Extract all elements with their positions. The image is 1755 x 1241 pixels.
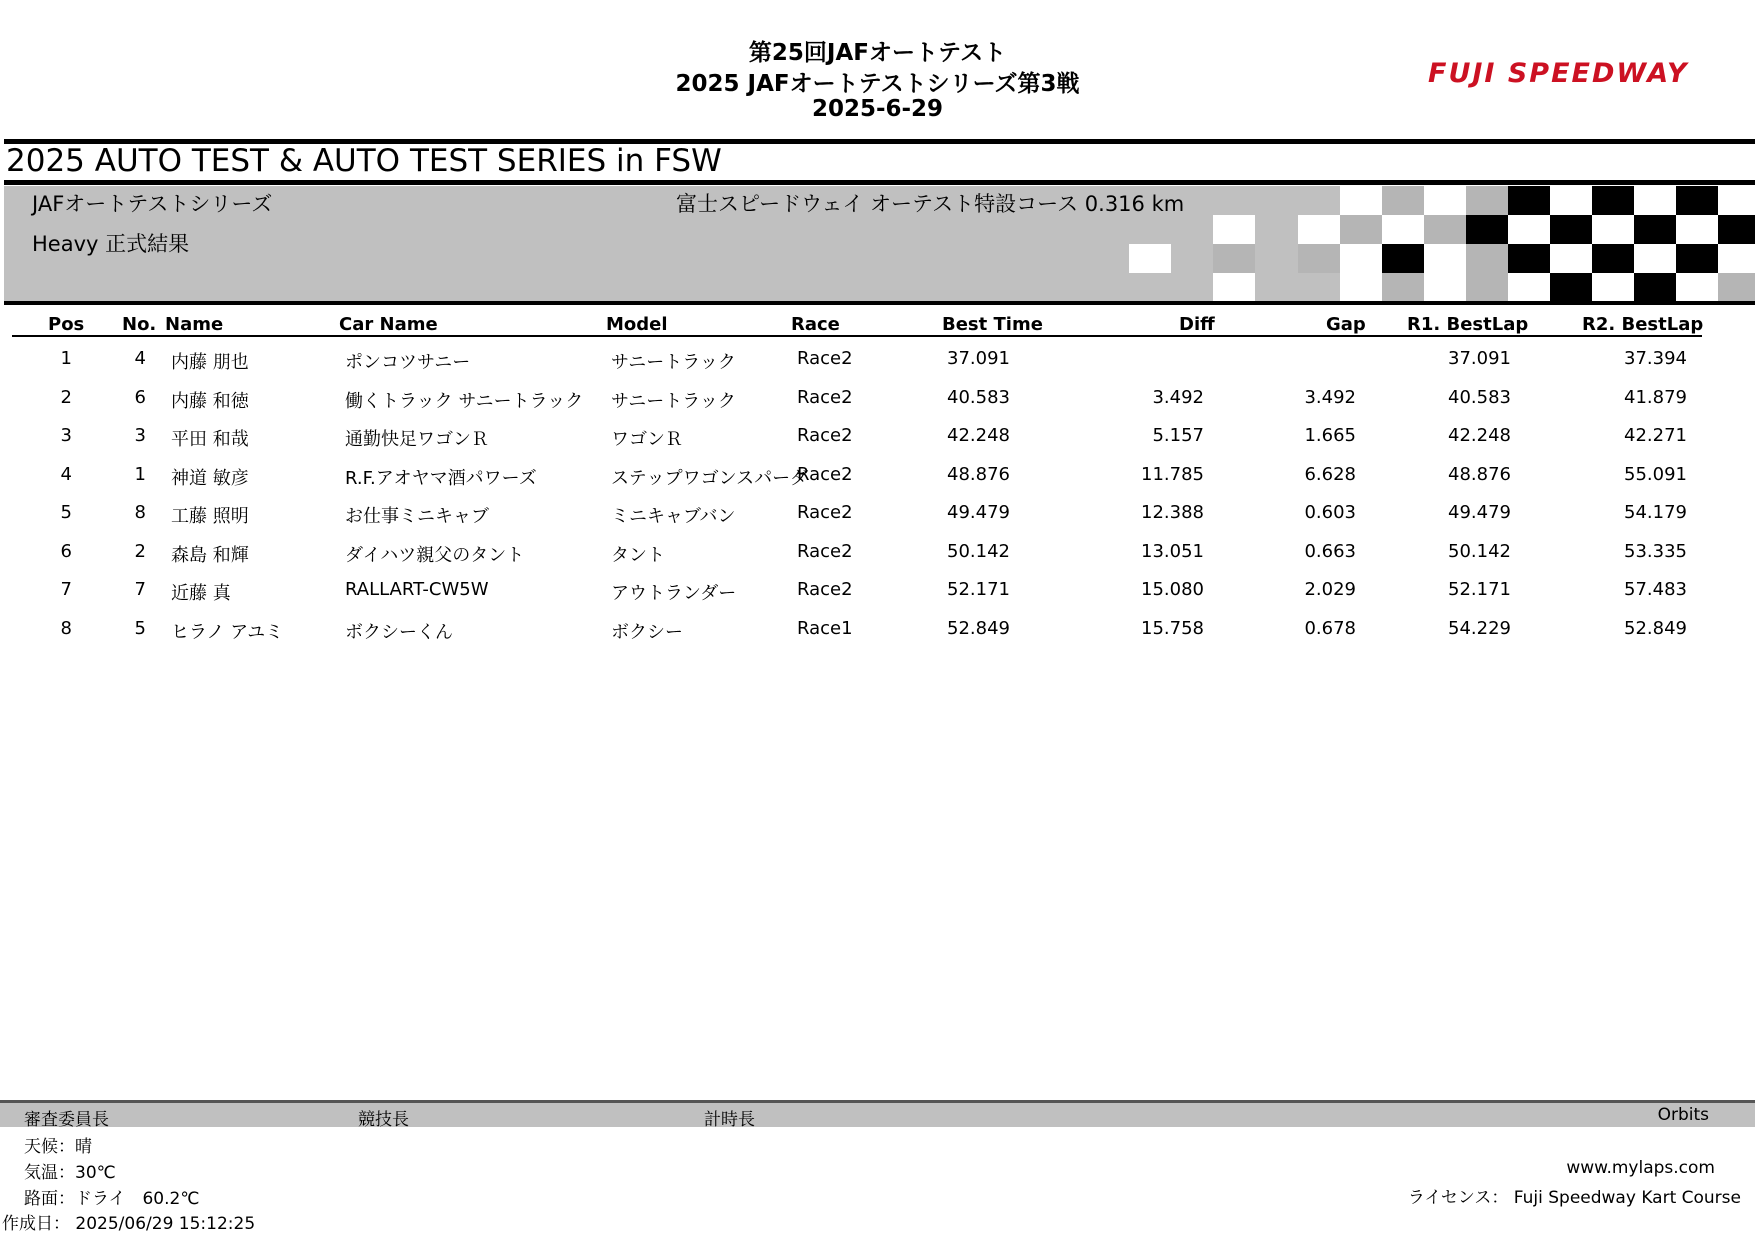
cell-model: ボクシー: [611, 622, 683, 643]
cell-best-time: 52.171: [947, 579, 1010, 600]
cell-gap: 3.492: [1304, 387, 1356, 408]
cell-race: Race1: [797, 618, 853, 639]
cell-no: 3: [134, 425, 146, 446]
cell-gap: 0.663: [1304, 541, 1356, 562]
header-pos: Pos: [48, 314, 85, 335]
checker-square: [1424, 186, 1466, 215]
cell-name: 近藤 真: [171, 583, 231, 604]
race-director-label: 競技長: [358, 1110, 409, 1130]
cell-diff: 11.785: [1141, 464, 1204, 485]
cell-race: Race2: [797, 502, 853, 523]
cell-no: 5: [134, 618, 146, 639]
title-rule-bottom: [4, 180, 1755, 185]
cell-r2-bestlap: 57.483: [1624, 579, 1687, 600]
table-row: [0, 541, 1755, 579]
cell-r1-bestlap: 49.479: [1448, 502, 1511, 523]
checker-square: [1508, 215, 1550, 244]
cell-diff: 13.051: [1141, 541, 1204, 562]
cell-no: 6: [134, 387, 146, 408]
checker-square: [1592, 186, 1634, 215]
cell-race: Race2: [797, 541, 853, 562]
cell-no: 4: [134, 348, 146, 369]
cell-r2-bestlap: 52.849: [1624, 618, 1687, 639]
cell-car-name: ボクシーくん: [345, 622, 453, 643]
checker-square: [1424, 215, 1466, 244]
course-label: 富士スピードウェイ オーテスト特設コース 0.316 km: [676, 192, 1185, 216]
checker-square: [1213, 215, 1255, 244]
checker-square: [1382, 244, 1424, 273]
steward-label: 審査委員長: [24, 1110, 109, 1130]
cell-car-name: ポンコツサニー: [345, 352, 471, 373]
cell-car-name: R.F.アオヤマ酒パワーズ: [345, 468, 537, 489]
cell-diff: 15.758: [1141, 618, 1204, 639]
checker-square: [1676, 186, 1718, 215]
cell-r2-bestlap: 53.335: [1624, 541, 1687, 562]
checker-square: [1508, 244, 1550, 273]
header-no: No.: [122, 314, 157, 335]
cell-pos: 3: [60, 425, 72, 446]
website-link: www.mylaps.com: [1566, 1158, 1715, 1178]
cell-car-name: RALLART-CW5W: [345, 579, 489, 600]
cell-r2-bestlap: 42.271: [1624, 425, 1687, 446]
header-name: Name: [165, 314, 224, 335]
cell-r1-bestlap: 48.876: [1448, 464, 1511, 485]
checker-square: [1676, 215, 1718, 244]
table-row: [0, 618, 1755, 656]
cell-name: 内藤 和徳: [171, 391, 249, 412]
fuji-speedway-logo: [1428, 58, 1728, 94]
cell-r1-bestlap: 42.248: [1448, 425, 1511, 446]
cell-pos: 8: [60, 618, 72, 639]
checker-square: [1592, 273, 1634, 302]
cell-r2-bestlap: 54.179: [1624, 502, 1687, 523]
checker-square: [1634, 273, 1676, 302]
cell-model: タント: [611, 545, 665, 566]
checker-square: [1508, 186, 1550, 215]
checker-square: [1424, 273, 1466, 302]
cell-r1-bestlap: 40.583: [1448, 387, 1511, 408]
cell-no: 1: [134, 464, 146, 485]
cell-pos: 2: [60, 387, 72, 408]
cell-r1-bestlap: 50.142: [1448, 541, 1511, 562]
cell-name: 工藤 照明: [171, 506, 249, 527]
header-race: Race: [791, 314, 840, 335]
cell-gap: 2.029: [1304, 579, 1356, 600]
banner-rule-bottom: [4, 301, 1755, 305]
checker-square: [1382, 215, 1424, 244]
checker-square: [1718, 215, 1755, 244]
page-title: 2025 AUTO TEST & AUTO TEST SERIES in FSW: [6, 143, 722, 179]
checker-square: [1298, 244, 1340, 273]
cell-pos: 1: [60, 348, 72, 369]
cell-best-time: 49.479: [947, 502, 1010, 523]
checker-square: [1592, 244, 1634, 273]
checker-square: [1550, 186, 1592, 215]
cell-name: 森島 和輝: [171, 545, 249, 566]
cell-race: Race2: [797, 579, 853, 600]
checker-square: [1466, 273, 1508, 302]
cell-no: 2: [134, 541, 146, 562]
temperature-info: 気温：30℃: [24, 1163, 116, 1183]
header-car-name: Car Name: [339, 314, 438, 335]
table-row: [0, 387, 1755, 425]
cell-race: Race2: [797, 464, 853, 485]
table-row: [0, 425, 1755, 463]
checker-square: [1340, 273, 1382, 302]
checker-square: [1382, 186, 1424, 215]
checker-square: [1382, 273, 1424, 302]
cell-best-time: 48.876: [947, 464, 1010, 485]
checker-square: [1340, 215, 1382, 244]
logo-text: FUJI SPEEDWAY: [1428, 58, 1689, 89]
checker-square: [1676, 244, 1718, 273]
cell-gap: 1.665: [1304, 425, 1356, 446]
cell-name: ヒラノ アユミ: [171, 622, 284, 643]
orbits-label: Orbits: [1657, 1105, 1709, 1125]
cell-model: サニートラック: [611, 391, 736, 412]
checker-square: [1424, 244, 1466, 273]
cell-diff: 15.080: [1141, 579, 1204, 600]
checker-square: [1340, 244, 1382, 273]
license-info: ライセンス： Fuji Speedway Kart Course: [1407, 1188, 1741, 1208]
checker-square: [1213, 273, 1255, 302]
cell-no: 7: [134, 579, 146, 600]
footer-signature-band: [0, 1103, 1755, 1127]
cell-race: Race2: [797, 387, 853, 408]
header-gap: Gap: [1326, 314, 1366, 335]
cell-r1-bestlap: 37.091: [1448, 348, 1511, 369]
checker-square: [1634, 215, 1676, 244]
event-date: 2025-6-29: [811, 96, 944, 122]
cell-gap: 6.628: [1304, 464, 1356, 485]
table-row: [0, 348, 1755, 386]
table-row: [0, 502, 1755, 540]
cell-diff: 12.388: [1141, 502, 1204, 523]
cell-best-time: 40.583: [947, 387, 1010, 408]
series-title: 2025 JAFオートテストシリーズ第3戦: [675, 71, 1080, 97]
cell-car-name: 通勤快足ワゴンＲ: [345, 429, 489, 450]
cell-r2-bestlap: 37.394: [1624, 348, 1687, 369]
cell-pos: 4: [60, 464, 72, 485]
class-result-label: Heavy 正式結果: [32, 232, 190, 256]
table-row: [0, 464, 1755, 502]
cell-best-time: 37.091: [947, 348, 1010, 369]
checker-square: [1466, 215, 1508, 244]
checker-square: [1634, 244, 1676, 273]
checker-square: [1634, 186, 1676, 215]
cell-r2-bestlap: 55.091: [1624, 464, 1687, 485]
checker-square: [1592, 215, 1634, 244]
cell-best-time: 52.849: [947, 618, 1010, 639]
cell-pos: 6: [60, 541, 72, 562]
created-timestamp: 作成日： 2025/06/29 15:12:25: [2, 1214, 256, 1234]
cell-model: ワゴンＲ: [611, 429, 683, 450]
cell-car-name: ダイハツ親父のタント: [345, 545, 525, 566]
cell-pos: 5: [60, 502, 72, 523]
cell-best-time: 42.248: [947, 425, 1010, 446]
cell-race: Race2: [797, 348, 853, 369]
checker-square: [1676, 273, 1718, 302]
header-diff: Diff: [1179, 314, 1215, 335]
series-label: JAFオートテストシリーズ: [32, 192, 273, 216]
cell-diff: 5.157: [1152, 425, 1204, 446]
checker-square: [1550, 244, 1592, 273]
cell-car-name: お仕事ミニキャブ: [345, 506, 489, 527]
cell-gap: 0.603: [1304, 502, 1356, 523]
header-r2-bestlap: R2. BestLap: [1582, 314, 1704, 335]
cell-model: アウトランダー: [611, 583, 737, 604]
cell-pos: 7: [60, 579, 72, 600]
checker-square: [1718, 244, 1755, 273]
cell-r1-bestlap: 52.171: [1448, 579, 1511, 600]
cell-model: サニートラック: [611, 352, 736, 373]
table-row: [0, 579, 1755, 617]
event-title: 第25回JAFオートテスト: [748, 40, 1007, 66]
cell-model: ステップワゴンスパーダ: [611, 468, 809, 489]
table-header-rule: [12, 335, 1702, 337]
checker-square: [1340, 186, 1382, 215]
cell-best-time: 50.142: [947, 541, 1010, 562]
header-best-time: Best Time: [942, 314, 1043, 335]
cell-race: Race2: [797, 425, 853, 446]
checker-square: [1129, 244, 1171, 273]
cell-name: 内藤 朋也: [171, 352, 249, 373]
timekeeper-label: 計時長: [704, 1110, 755, 1130]
cell-gap: 0.678: [1304, 618, 1356, 639]
result-banner: [4, 186, 1755, 304]
checker-square: [1298, 215, 1340, 244]
cell-r2-bestlap: 41.879: [1624, 387, 1687, 408]
checker-square: [1466, 244, 1508, 273]
header-r1-bestlap: R1. BestLap: [1407, 314, 1529, 335]
checker-square: [1508, 273, 1550, 302]
checker-square: [1213, 244, 1255, 273]
cell-no: 8: [134, 502, 146, 523]
cell-car-name: 働くトラック サニートラック: [345, 391, 584, 412]
weather-info: 天候：晴: [24, 1137, 92, 1157]
cell-name: 平田 和哉: [171, 429, 249, 450]
checker-square: [1466, 186, 1508, 215]
cell-model: ミニキャブバン: [611, 506, 736, 527]
cell-name: 神道 敏彦: [171, 468, 249, 489]
cell-diff: 3.492: [1152, 387, 1204, 408]
checker-square: [1550, 273, 1592, 302]
header-model: Model: [606, 314, 668, 335]
checker-square: [1718, 186, 1755, 215]
checker-square: [1718, 273, 1755, 302]
track-condition-info: 路面：ドライ 60.2℃: [24, 1189, 200, 1209]
cell-r1-bestlap: 54.229: [1448, 618, 1511, 639]
checker-square: [1550, 215, 1592, 244]
